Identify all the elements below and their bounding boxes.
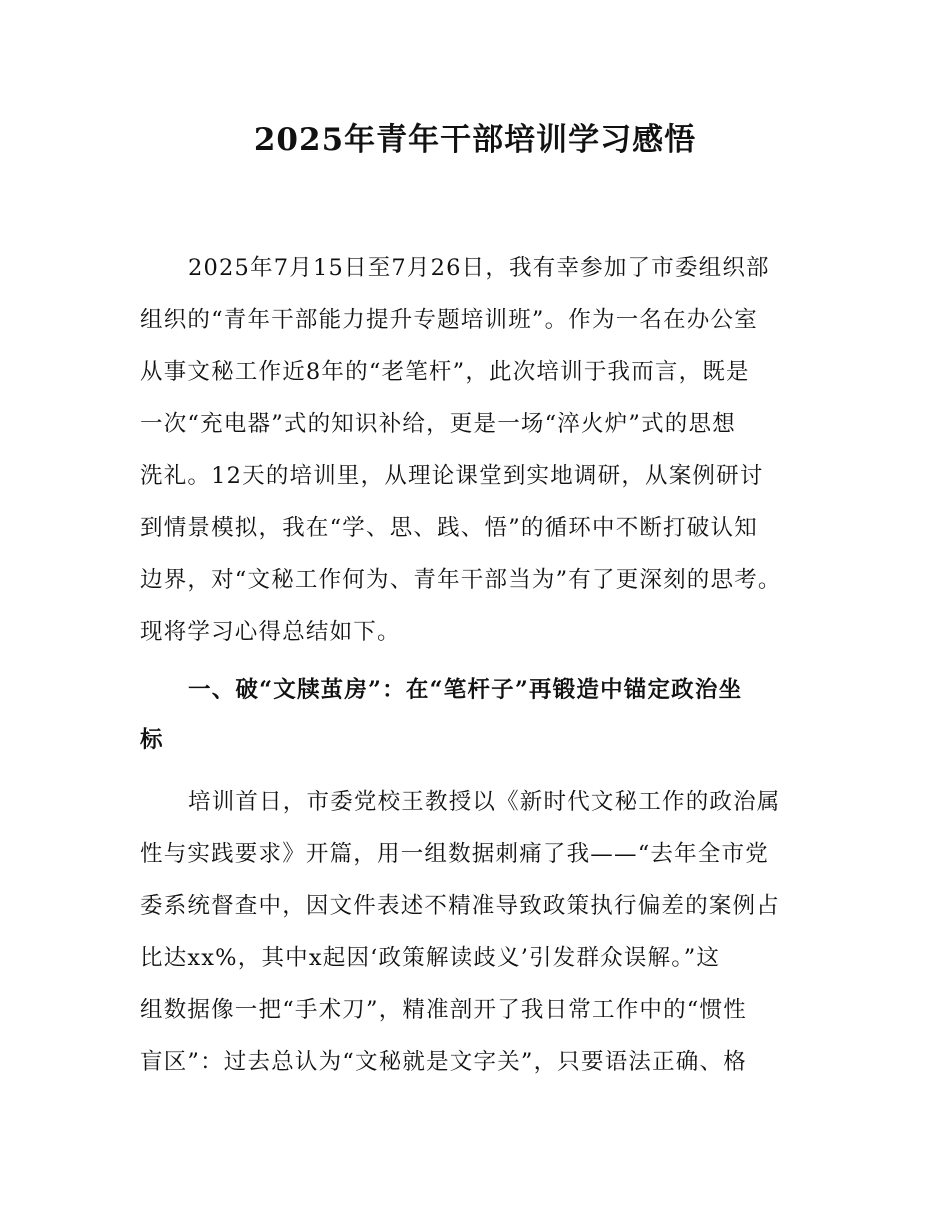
- section-1-heading-line-2: 标: [140, 727, 164, 753]
- section-1-body-line-4: 比达xx%，其中x起因‘政策解读歧义’引发群众误解。”这: [140, 945, 721, 971]
- intro-line-5: 洗礼。12天的培训里，从理论课堂到实地调研，从案例研讨: [140, 463, 764, 489]
- section-1-body-line-1: 培训首日，市委党校王教授以《新时代文秘工作的政治属: [188, 789, 781, 815]
- document-title: 2025年青年干部培训学习感悟: [253, 122, 697, 158]
- intro-line-4: 一次“充电器”式的知识补给，更是一场“淬火炉”式的思想: [140, 411, 736, 437]
- intro-line-2: 组织的“青年干部能力提升专题培训班”。作为一名在办公室: [140, 307, 758, 333]
- section-1-body-line-6: 盲区”：过去总认为“文秘就是文字关”，只要语法正确、格: [140, 1049, 747, 1075]
- section-1-body-line-2: 性与实践要求》开篇，用一组数据刺痛了我——“去年全市党: [140, 841, 769, 867]
- section-1-body-line-3: 委系统督查中，因文件表述不精准导致政策执行偏差的案例占: [140, 893, 780, 919]
- section-1-body-line-5: 组数据像一把“手术刀”，精准剖开了我日常工作中的“惯性: [140, 997, 747, 1023]
- intro-line-3: 从事文秘工作近8年的“老笔杆”，此次培训于我而言，既是: [140, 359, 750, 385]
- intro-line-6: 到情景模拟，我在“学、思、践、悟”的循环中不断打破认知: [140, 515, 758, 541]
- intro-line-1: 2025年7月15日至7月26日，我有幸参加了市委组织部: [188, 255, 770, 281]
- section-1-heading-line-1: 一、破“文牍茧房”：在“笔杆子”再锻造中锚定政治坐: [188, 677, 743, 703]
- intro-line-8: 现将学习心得总结如下。: [140, 619, 401, 645]
- intro-line-7: 边界，对“文秘工作何为、青年干部当为”有了更深刻的思考。: [140, 567, 782, 593]
